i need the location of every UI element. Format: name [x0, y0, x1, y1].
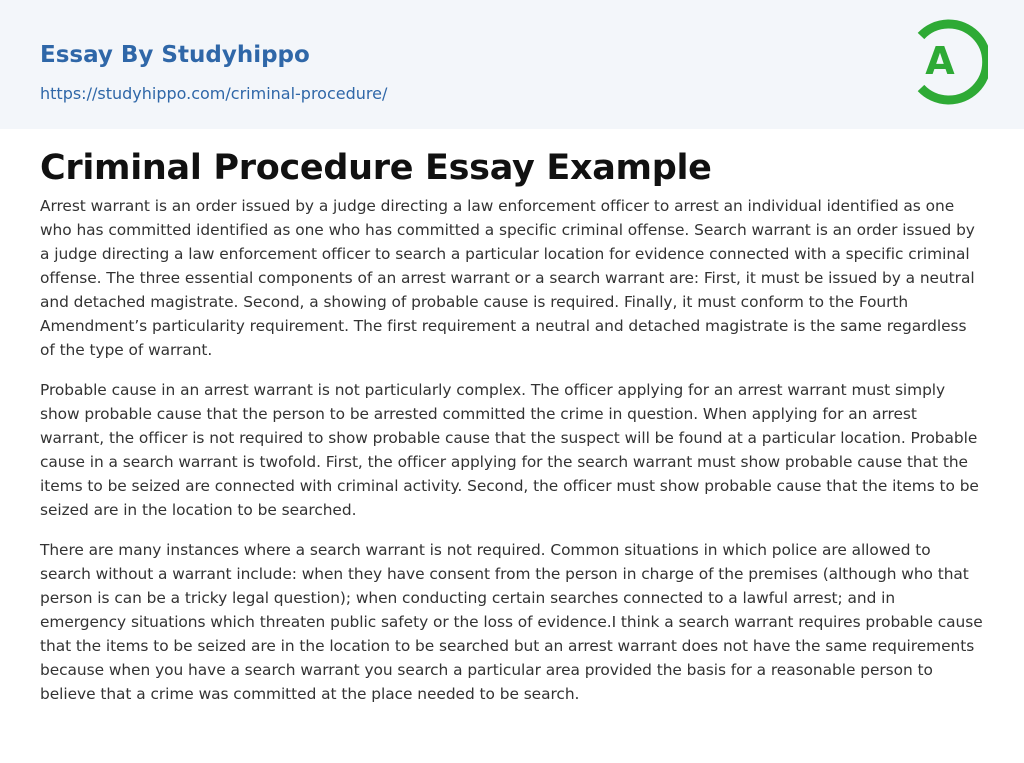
page-title: Criminal Procedure Essay Example — [40, 148, 712, 188]
logo-letter: A — [925, 39, 955, 83]
essay-paragraph-2: Probable cause in an arrest warrant is not particularly complex. The officer applying for an arrest warrant must simply show probable cause that the person to be arrested committed the crime in question. When applying for an arrest warrant, the officer is not required to show probable cause that the suspect will be found at a particular location. Probable cause in a search warrant is twofold. First, the officer applying for the search warrant must show probable cause that the items to be seized are connected with criminal activity. Second, the officer must show probable cause that the items to be seized are in the location to be searched. — [40, 381, 979, 519]
site-header — [0, 0, 1024, 129]
essay-paragraph-3: There are many instances where a search warrant is not required. Common situations in which police are allowed to search without a warrant include: when they have consent from the person in charge of the premises (although who that person is can be a tricky legal question); when conducting certain searches connected to a lawful arrest; and in emergency situations which threaten public safety or the loss of evidence.I think a search warrant requires probable cause that the items to be seized are in the location to be searched but an arrest warrant does not have the same requirements because when you have a search warrant you search a particular area provided the basis for a reasonable person to believe that a crime was committed at the place needed to be search. — [40, 541, 983, 703]
studyhippo-logo-icon[interactable] — [912, 18, 988, 106]
essay-paragraph-1: Arrest warrant is an order issued by a judge directing a law enforcement officer to arrest an individual identified as one who has committed identified as one who has committed a specific criminal offense. Search warrant is an order issued by a judge directing a law enforcement officer to search a particular location for evidence connected with a specific criminal offense. The three essential components of an arrest warrant or a search warrant are: First, it must be issued by a neutral and detached magistrate. Second, a showing of probable cause is required. Finally, it must conform to the Fourth Amendment’s particularity requirement. The first requirement a neutral and detached magistrate is the same regardless of the type of warrant. — [40, 197, 975, 359]
essay-body — [40, 194, 985, 722]
site-brand[interactable]: Essay By Studyhippo — [40, 42, 310, 68]
page-url-link[interactable]: https://studyhippo.com/criminal-procedure/ — [40, 84, 388, 103]
